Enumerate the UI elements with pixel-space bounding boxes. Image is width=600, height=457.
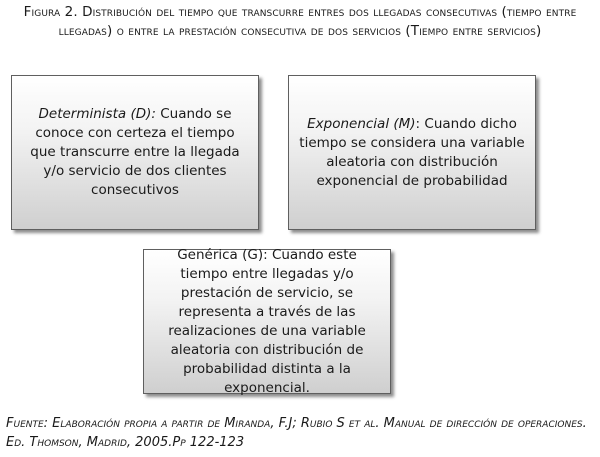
deterministic-box xyxy=(11,75,259,230)
generic-description: Genérica (G): Cuando este tiempo entre llegadas y/o prestación de servicio, se representa a través de las realizaciones de una variable aleatoria con distribución de probabilidad distinta a la exponencial. xyxy=(168,246,366,396)
deterministic-text xyxy=(22,105,248,200)
exponential-description: : Cuando dicho tiempo se considera una variable aleatoria con distribución exponencial de probabilidad xyxy=(299,115,525,189)
figure-caption: Figura 2. Distribución del tiempo que transcurre entres dos llegadas consecutivas (tiempo entre llegadas) o entre la prestación consecutiva de dos servicios (Tiempo entre servicios) xyxy=(23,4,577,39)
generic-box xyxy=(143,246,391,396)
source-note: Fuente: Elaboración propia a partir de Miranda, F.J; Rubio S et al. Manual de dirección de operaciones. Ed. Thomson, Madrid, 2005.Pp 122-123 xyxy=(6,416,587,450)
deterministic-description: Cuando se conoce con certeza el tiempo que transcurre entre la llegada y/o servicio de dos clientes consecutivos xyxy=(30,106,240,198)
generic-text xyxy=(154,246,380,398)
exponential-text xyxy=(299,115,525,191)
deterministic-term: Determinista (D): xyxy=(38,106,156,122)
exponential-box xyxy=(288,75,536,230)
exponential-term: Exponencial (M) xyxy=(307,115,416,132)
